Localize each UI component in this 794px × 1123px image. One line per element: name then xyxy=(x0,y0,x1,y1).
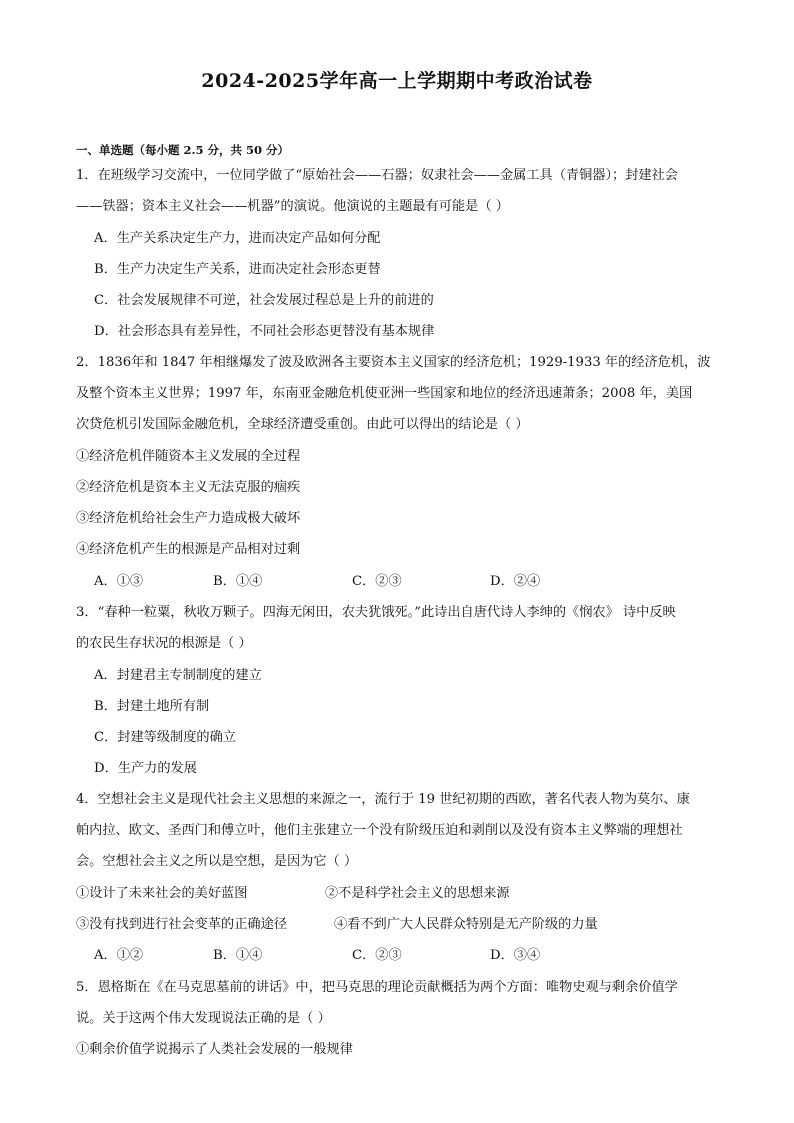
q4-statement-1: ①设计了未来社会的美好蓝图 xyxy=(76,886,248,901)
q4-statement-3: ③没有找到进行社会变革的正确途径 xyxy=(76,917,287,932)
q2-stem-line-2: 及整个资本主义世界；1997 年，东南亚金融危机使亚洲一些国家和地位的经济迅速萧条；2008 年，美国 xyxy=(76,386,693,401)
q2-option-b: B．①④ xyxy=(213,574,263,589)
q4-option-c: C．②③ xyxy=(352,948,402,963)
q2-statement-4: ④经济危机产生的根源是产品相对过剩 xyxy=(76,542,301,557)
q2-option-d: D．②④ xyxy=(490,574,541,589)
q1-option-a: A．生产关系决定生产力，进而决定产品如何分配 xyxy=(94,231,381,246)
q5-stem-line-1: 5．恩格斯在《在马克思墓前的讲话》中，把马克思的理论贡献概括为两个方面：唯物史观与剩余价值学 xyxy=(76,980,678,995)
q5-stem-line-2: 说。关于这两个伟大发现说法正确的是（ ） xyxy=(76,1011,331,1026)
q4-option-d: D．③④ xyxy=(490,948,541,963)
q1-stem-line-1: 1．在班级学习交流中，一位同学做了“原始社会——石器；奴隶社会——金属工具（青铜器）；封建社会 xyxy=(76,168,678,183)
q1-option-b: B．生产力决定生产关系，进而决定社会形态更替 xyxy=(94,262,381,277)
q2-statement-1: ①经济危机伴随资本主义发展的全过程 xyxy=(76,449,301,464)
q2-stem-line-3: 次贷危机引发国际金融危机，全球经济遭受重创。由此可以得出的结论是（ ） xyxy=(76,417,529,432)
q1-option-d: D．社会形态具有差异性，不同社会形态更替没有基本规律 xyxy=(94,324,435,339)
q1-option-c: C．社会发展规律不可逆，社会发展过程总是上升的前进的 xyxy=(94,293,434,308)
page-title: 2024-2025学年高一上学期期中考政治试卷 xyxy=(201,70,593,92)
q3-option-d: D．生产力的发展 xyxy=(94,761,197,776)
q3-option-c: C．封建等级制度的确立 xyxy=(94,730,236,745)
q2-statement-3: ③经济危机给社会生产力造成极大破坏 xyxy=(76,511,301,526)
q4-stem-line-3: 会。空想社会主义之所以是空想，是因为它（ ） xyxy=(76,854,358,869)
q2-stem-line-1: 2．1836年和 1847 年相继爆发了波及欧洲各主要资本主义国家的经济危机；1929-1933 年的经济危机，波 xyxy=(76,355,711,370)
q3-stem-line-1: 3．“春种一粒粟，秋收万颗子。四海无闲田，农夫犹饿死。”此诗出自唐代诗人李绅的《悯农》 诗中反映 xyxy=(76,605,676,620)
q5-statement-1: ①剩余价值学说揭示了人类社会发展的一般规律 xyxy=(76,1042,353,1057)
q4-statement-2: ②不是科学社会主义的思想来源 xyxy=(325,886,510,901)
q4-statement-4: ④看不到广大人民群众特别是无产阶级的力量 xyxy=(334,917,598,932)
section-heading: 一、单选题（每小题 2.5 分，共 50 分） xyxy=(76,143,290,157)
q4-stem-line-2: 帕内拉、欧文、圣西门和傅立叶，他们主张建立一个没有阶级压迫和剥削以及没有资本主义弊端的理想社 xyxy=(76,823,683,838)
q2-statement-2: ②经济危机是资本主义无法克服的痼疾 xyxy=(76,480,301,495)
q1-stem-line-2: ——铁器；资本主义社会——机器”的演说。他演说的主题最有可能是（ ） xyxy=(76,199,509,214)
q4-stem-line-1: 4．空想社会主义是现代社会主义思想的来源之一，流行于 19 世纪初期的西欧，著名代表人物为莫尔、康 xyxy=(76,792,690,807)
q4-option-a: A．①② xyxy=(94,948,144,963)
q3-option-b: B．封建土地所有制 xyxy=(94,699,210,714)
q2-option-a: A．①③ xyxy=(94,574,144,589)
q3-option-a: A．封建君主专制制度的建立 xyxy=(94,668,262,683)
q3-stem-line-2: 的农民生存状况的根源是（ ） xyxy=(76,636,252,651)
q4-option-b: B．①④ xyxy=(213,948,263,963)
q2-option-c: C．②③ xyxy=(352,574,402,589)
